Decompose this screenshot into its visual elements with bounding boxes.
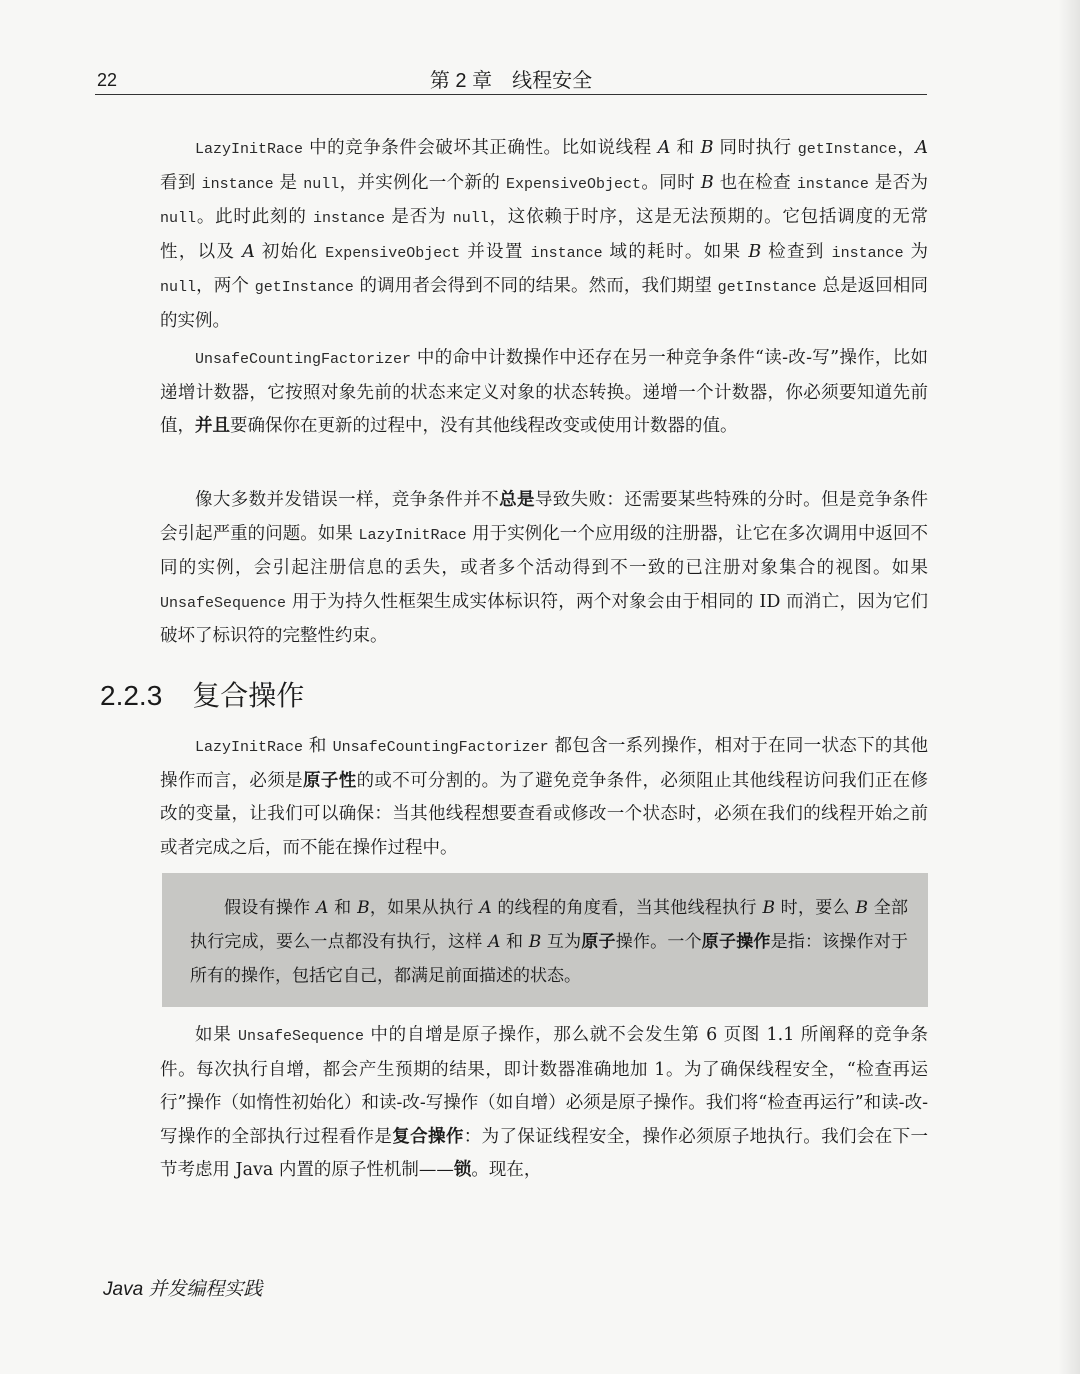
text: 是否为 <box>868 172 928 193</box>
code-term: getInstance <box>254 279 354 296</box>
text: 用于实例化一个应用级的注册器，让它在多次调用中返回不同的实例，会引起注册信息的丢失，或者多个活动得到不一致的已注册对象集合的视图。如果 <box>160 523 929 578</box>
variable: A <box>316 898 329 918</box>
text: 和 <box>303 736 333 756</box>
text: 。此时此刻的 <box>196 207 314 227</box>
code-term: UnsafeCountingFactorizer <box>332 739 549 756</box>
code-term: instance <box>530 244 603 262</box>
section-number: 2.2.3 <box>100 680 163 711</box>
text: 同时执行 <box>713 138 798 158</box>
code-term: LazyInitRace <box>358 526 467 544</box>
text: 域的耗时。如果 <box>602 241 749 262</box>
code-term: instance <box>831 244 904 262</box>
paragraph-2 <box>160 342 928 444</box>
paragraph-1 <box>160 132 928 338</box>
code-term: getInstance <box>717 279 817 296</box>
paragraph-3 <box>160 484 928 654</box>
text: 和 <box>500 932 529 952</box>
book-title-footer: Java 并发编程实践 <box>103 1279 263 1300</box>
code-term: LazyInitRace <box>195 739 304 756</box>
code-term: UnsafeCountingFactorizer <box>195 351 412 368</box>
text: 如果 <box>195 1025 238 1045</box>
code-term: LazyInitRace <box>195 141 304 158</box>
text: 为 <box>903 241 928 262</box>
text: 看到 <box>160 172 202 193</box>
page-edge-shadow <box>1058 0 1080 1374</box>
text: 要确保你在更新的过程中，没有其他线程改变或使用计数器的值。 <box>230 416 738 436</box>
variable: B <box>700 138 714 158</box>
text: ：为了保证线程安全，操作必须原子地执行。我们会在下一节考虑用 Java 内置的原子性机制—— <box>160 1126 929 1180</box>
text: ，两个 <box>196 276 255 296</box>
text: ， <box>896 138 916 158</box>
page-number: 22 <box>97 70 118 90</box>
code-term: ExpensiveObject <box>506 175 642 193</box>
bold-term: 原子操作 <box>701 932 771 952</box>
text: 是否为 <box>385 207 453 227</box>
text: 中的命中计数操作中还存在另一种竞争条件“读-改-写”操作，比如递增计数器，它按照对象先前的状态来定义对象的状态转换。递增一个计数器，你必须要知道先前值， <box>160 348 928 436</box>
code-term: instance <box>313 210 386 227</box>
definition-callout <box>162 873 928 1007</box>
text: 和 <box>328 898 358 918</box>
section-heading <box>100 674 304 714</box>
text: ，这依赖于时序，这是无法预期的。它包括调度的无常性，以及 <box>160 207 928 262</box>
variable: A <box>242 241 255 262</box>
bold-term: 原子 <box>581 932 616 952</box>
text: 的线程的角度看，当其他线程执行 <box>491 898 763 918</box>
code-term: null <box>160 210 197 227</box>
variable: B <box>700 172 714 193</box>
code-term: instance <box>796 175 869 193</box>
code-term: getInstance <box>797 141 897 158</box>
variable: B <box>748 241 762 262</box>
code-term: UnsafeSequence <box>160 594 287 612</box>
bold-term: 复合操作 <box>392 1126 464 1147</box>
text: 操作。一个 <box>615 932 702 952</box>
text: 时，要么 <box>774 898 856 918</box>
text: 像大多数并发错误一样，竞争条件并不 <box>195 490 500 510</box>
text: 和 <box>670 138 701 158</box>
variable: A <box>915 138 928 158</box>
code-term: null <box>452 210 489 227</box>
text: 的或不可分割的。为了避免竞争条件，必须阻止其他线程访问我们正在修改的变量，让我们可以确保：当其他线程想要查看或修改一个状态时，必须在我们的线程开始之前或者完成之后，而不能在操作过程中。 <box>160 770 929 858</box>
variable: B <box>357 898 370 918</box>
text: ，如果从执行 <box>369 898 480 918</box>
text: 导致失败：还需要某些特殊的分时。但是竞争条件会引起严重的问题。如果 <box>160 490 929 544</box>
text: 是 <box>273 172 304 193</box>
text: 中的自增是原子操作，那么就不会发生第 6 页图 1.1 所阐释的竞争条件。每次执行自增，都会产生预期的结果，即计数器准确地加 1。为了确保线程安全，“检查再运行”操作（如惰性初始化）和读-改-写操作（如自增）必须是原子操作。我们将“检查再运行”和读-改-写操作的全部执行过程看作是 <box>160 1025 928 1147</box>
text: 。现在， <box>471 1160 542 1180</box>
text: 总是返回相同的实例。 <box>160 276 929 331</box>
text: 中的竞争条件会破坏其正确性。比如说线程 <box>303 138 658 158</box>
text: 假设有操作 <box>224 898 317 918</box>
paragraph-5 <box>160 1019 928 1188</box>
variable: B <box>855 898 869 918</box>
bold-term: 并且 <box>195 416 230 436</box>
section-title: 复合操作 <box>192 680 305 711</box>
text: 的调用者会得到不同的结果。然而，我们期望 <box>353 276 718 296</box>
paragraph-4 <box>160 730 928 865</box>
bold-term: 锁 <box>453 1160 472 1180</box>
text: 。同时 <box>641 172 701 193</box>
chapter-title: 第 2 章 线程安全 <box>429 70 593 92</box>
page-header <box>95 62 927 95</box>
code-term: instance <box>201 175 274 193</box>
code-term: null <box>160 279 197 296</box>
text: 是指：该操作对于所有的操作，包括它自己，都满足前面描述的状态。 <box>190 932 909 986</box>
text: 用于为持久性框架生成实体标识符，两个对象会由于相同的 ID 而消亡，因为它们破坏了标识符的完整性约束。 <box>160 591 928 646</box>
variable: A <box>657 138 671 158</box>
text: 并设置 <box>460 241 531 262</box>
variable: B <box>762 898 775 918</box>
code-term: ExpensiveObject <box>325 244 461 262</box>
text: 互为 <box>541 932 582 952</box>
text: 都包含一系列操作，相对于在同一状态下的其他操作而言，必须是 <box>160 736 928 791</box>
code-term: UnsafeSequence <box>237 1028 364 1045</box>
bold-term: 总是 <box>499 490 535 510</box>
variable: B <box>528 932 542 952</box>
bold-term: 原子性 <box>302 770 357 791</box>
text: ，并实例化一个新的 <box>339 172 507 193</box>
variable: A <box>488 932 501 952</box>
text: 检查到 <box>761 241 832 262</box>
text: 全部执行完成，要么一点都没有执行，这样 <box>190 898 909 952</box>
code-term: null <box>303 175 340 193</box>
variable: A <box>479 898 492 918</box>
text: 也在检查 <box>713 172 797 193</box>
text: 初始化 <box>254 241 326 262</box>
